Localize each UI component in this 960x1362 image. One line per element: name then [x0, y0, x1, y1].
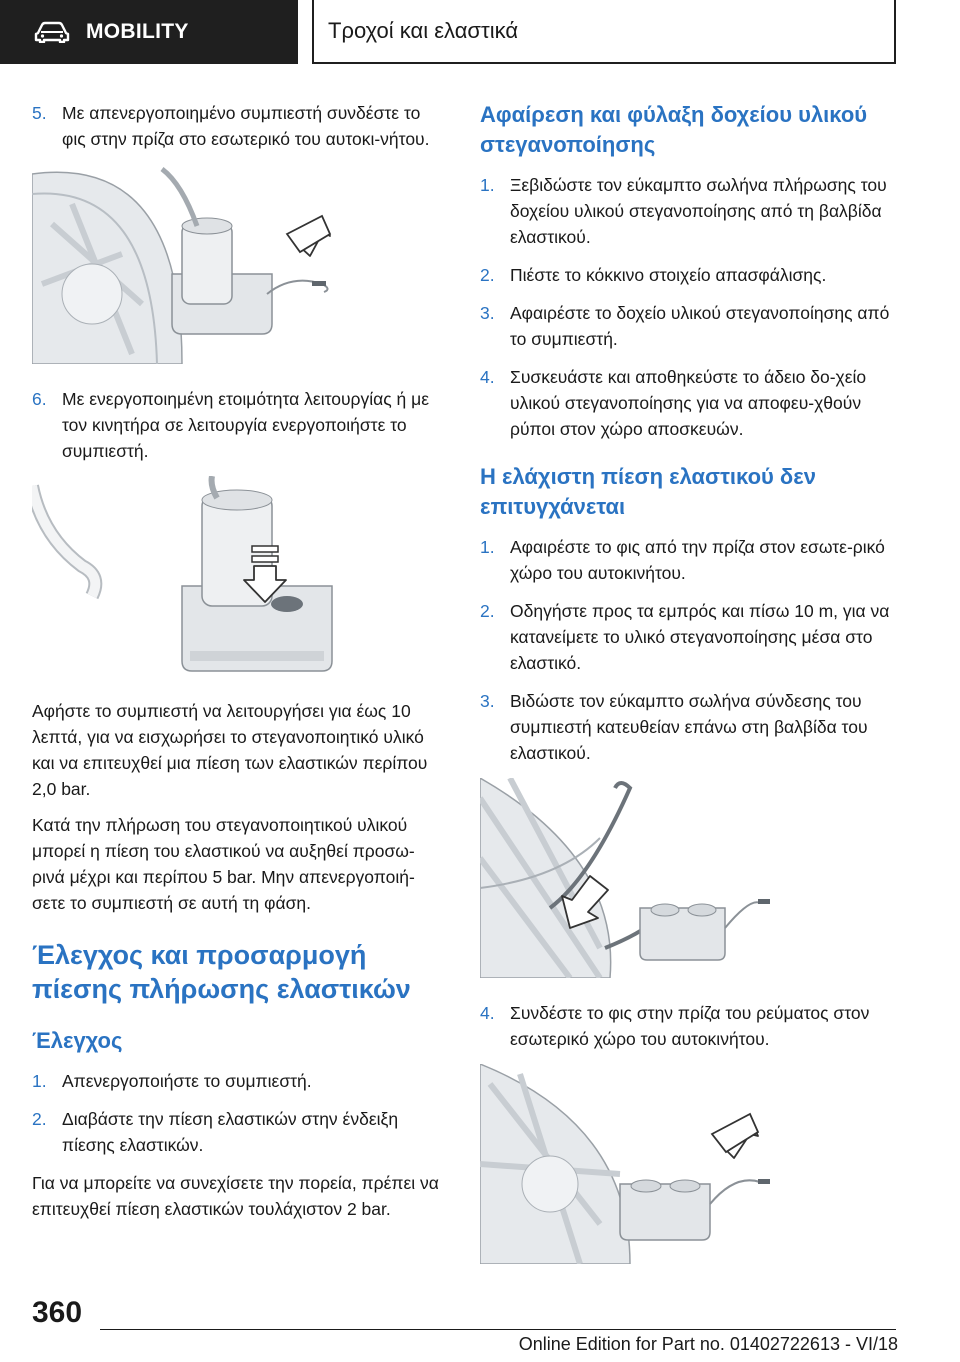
step-text: Με απενεργοποιημένο συμπιεστή συνδέστε το φις στην πρίζα στο εσωτερικό του αυτοκι-νήτου. [62, 103, 430, 149]
step-text: Συνδέστε το φις στην πρίζα του ρεύματος στον εσωτερικό χώρο του αυτοκινήτου. [510, 1003, 870, 1049]
step-number: 3. [480, 303, 495, 323]
car-icon [34, 21, 70, 43]
step-text: Ξεβιδώστε τον εύκαμπτο σωλήνα πλήρωσης του δοχείου υλικού στεγανοποίησης από τη βαλβίδα ελαστικού. [510, 175, 887, 247]
section-heading: Έλεγχος και προσαρμογή πίεσης πλήρωσης ελαστικών [32, 940, 411, 1004]
list-item [32, 100, 446, 152]
left-column [32, 100, 446, 1232]
steps-list [32, 1068, 446, 1158]
steps-list [480, 1000, 896, 1052]
step-text: Συσκευάστε και αποθηκεύστε το άδειο δο-χείο υλικού στεγανοποίησης για να αποφευ-χθούν ρύποι στον χώρο αποσκευών. [510, 367, 867, 439]
step-number: 5. [32, 103, 47, 123]
footer-divider [100, 1329, 896, 1330]
paragraph: Για να μπορείτε να συνεχίσετε την πορεία, πρέπει να επιτευχθεί πίεση ελαστικών τουλάχιστον 2 bar. [32, 1173, 439, 1219]
compressor-illustration [620, 1179, 770, 1240]
step-number: 1. [32, 1071, 47, 1091]
figure-plug-socket [480, 1064, 896, 1264]
arrow-indicator [712, 1114, 758, 1158]
list-item [480, 300, 896, 352]
step-text: Απενεργοποιήστε το συμπιεστή. [62, 1071, 312, 1091]
step-text: Βιδώστε τον εύκαμπτο σωλήνα σύνδεσης του συμπιεστή κατευθείαν επάνω στη βαλβίδα του ελαστικού. [510, 691, 868, 763]
section-heading: Η ελάχιστη πίεση ελαστικού δεν επιτυγχάνεται [480, 464, 816, 519]
step-number: 1. [480, 537, 495, 557]
chapter-title: Τροχοί και ελαστικά [328, 18, 519, 43]
step-text: Πιέστε το κόκκινο στοιχείο απασφάλισης. [510, 265, 827, 285]
step-text: Οδηγήστε προς τα εμπρός και πίσω 10 m, για να κατανείμετε το υλικό στεγανοποίησης μέσα στο ελαστικό. [510, 601, 890, 673]
figure-compressor-switch [32, 476, 446, 676]
list-item [32, 1106, 446, 1158]
list-item [32, 1068, 446, 1094]
step-number: 1. [480, 175, 495, 195]
chapter-tab [312, 0, 896, 64]
step-number: 2. [32, 1109, 47, 1129]
list-item [480, 364, 896, 442]
steps-list [480, 172, 896, 442]
list-item [480, 534, 896, 586]
section-heading: Αφαίρεση και φύλαξη δοχείου υλικού στεγανοποίησης [480, 102, 868, 157]
step-number: 3. [480, 691, 495, 711]
steps-list [32, 100, 446, 152]
section-title: MOBILITY [86, 20, 189, 43]
step-number: 6. [32, 389, 47, 409]
list-item [32, 386, 446, 464]
paragraph: Κατά την πλήρωση του στεγανοποιητικού υλικού μπορεί η πίεση του ελαστικού να αυξηθεί προσω-ρινά μέχρι και περίπου 5 bar. Μην απενεργοποιή-σετε το συμπιεστή σε αυτή τη φάση. [32, 815, 415, 913]
step-number: 4. [480, 1003, 495, 1023]
arrow-indicator [287, 216, 330, 256]
compressor-illustration [640, 899, 770, 960]
step-text: Με ενεργοποιημένη ετοιμότητα λειτουργίας ή με τον κινητήρα σε λειτουργία ενεργοποιήστε το συμπιεστή. [62, 389, 430, 461]
wheel-illustration [480, 1064, 630, 1264]
step-text: Διαβάστε την πίεση ελαστικών στην ένδειξη πίεσης ελαστικών. [62, 1109, 399, 1155]
steps-list [32, 386, 446, 464]
list-item [480, 688, 896, 766]
section-tab [0, 0, 298, 64]
compressor-illustration [162, 169, 328, 334]
step-number: 4. [480, 367, 495, 387]
hose-illustration [32, 486, 95, 596]
subsection-heading: Έλεγχος [32, 1028, 123, 1053]
list-item [480, 598, 896, 676]
paragraph: Αφήστε το συμπιεστή να λειτουργήσει για έως 10 λεπτά, για να εισχωρήσει το στεγανοποιητικό υλικό και να επιτευχθεί μια πίεση των ελαστικών περίπου 2,0 bar. [32, 701, 428, 799]
figure-compressor-wheel [32, 164, 446, 364]
page-number: 360 [32, 1296, 83, 1329]
wheel-illustration [32, 172, 182, 364]
step-number: 2. [480, 601, 495, 621]
figure-hose-valve [480, 778, 896, 978]
edition-info: Online Edition for Part no. 01402722613 - VI/18 [518, 1334, 898, 1354]
steps-list [480, 534, 896, 766]
step-text: Αφαιρέστε το δοχείο υλικού στεγανοποίησης από το συμπιεστή. [510, 303, 890, 349]
right-column [480, 100, 896, 1286]
list-item [480, 262, 896, 288]
step-number: 2. [480, 265, 495, 285]
list-item [480, 1000, 896, 1052]
step-text: Αφαιρέστε το φις από την πρίζα στον εσωτε-ρικό χώρο του αυτοκινήτου. [510, 537, 885, 583]
list-item [480, 172, 896, 250]
page-header [0, 0, 960, 66]
